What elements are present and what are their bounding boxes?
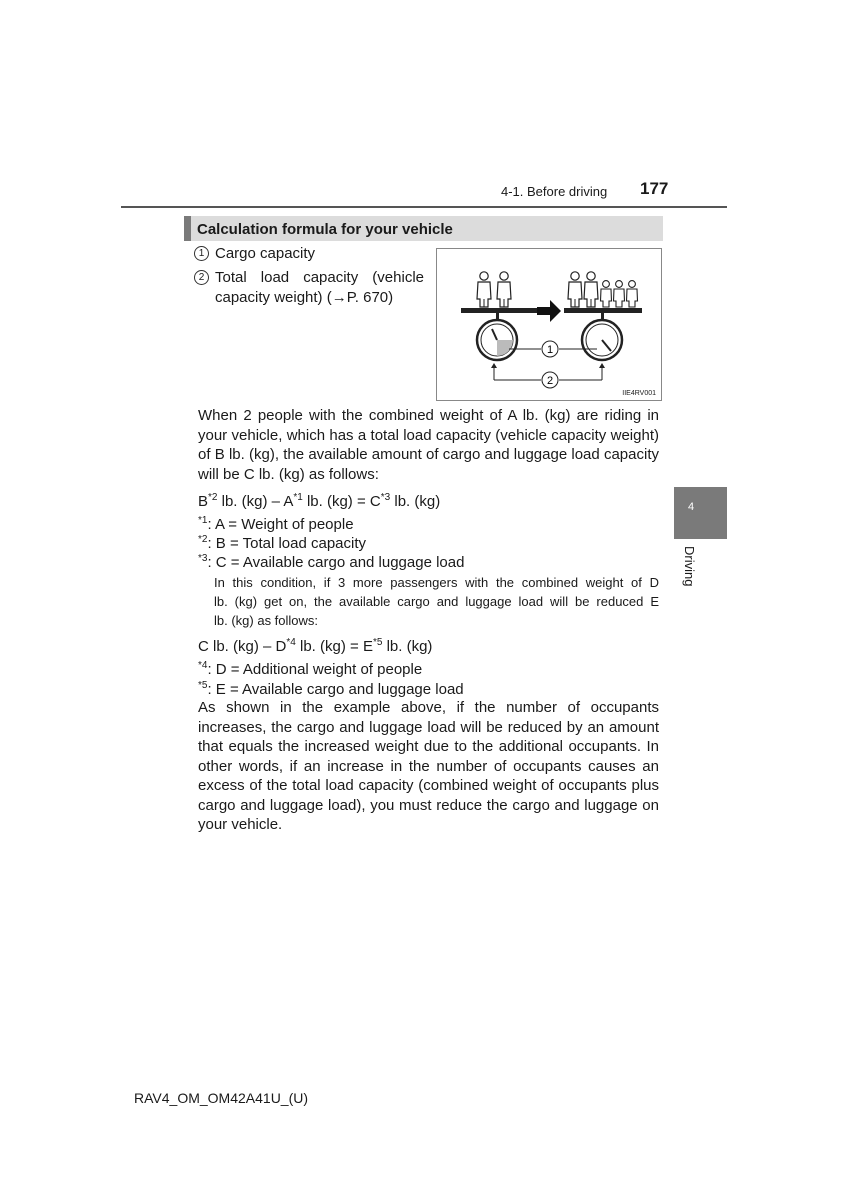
chapter-label: Driving <box>682 546 697 587</box>
paragraph-line: that equals the increased weight due to the additional occupants. In <box>198 738 659 755</box>
footnote-mark: *2 <box>198 534 208 545</box>
callout-label: 2 <box>546 375 554 387</box>
item-marker: 1 <box>194 246 209 261</box>
paragraph-line: other words, if an increase in the number of occupants causes an <box>198 758 659 775</box>
formula-1 <box>198 488 440 512</box>
scale-platform <box>564 308 642 313</box>
person-icon <box>601 281 612 307</box>
formula-term: D <box>275 638 287 655</box>
footnote-mark: *1 <box>198 515 208 526</box>
page-number: 177 <box>640 179 669 198</box>
formula-text: lb. (kg) – <box>217 493 284 510</box>
paragraph-line: increases, the cargo and luggage load will be reduced by an amount <box>198 719 659 736</box>
footnote-text: : D = Additional weight of people <box>207 661 423 678</box>
small-paragraph-line: lb. (kg) get on, the available cargo and luggage load will be reduced E <box>214 594 659 609</box>
person-icon <box>568 272 582 307</box>
paragraph-line: your vehicle, which has a total load capacity (vehicle capacity weight) <box>198 427 659 444</box>
section-title: Calculation formula for your vehicle <box>197 221 453 238</box>
footnote <box>198 676 464 700</box>
formula-footnote-mark: *3 <box>380 492 391 503</box>
formula-footnote-mark: *2 <box>208 492 218 503</box>
item-marker: 2 <box>194 270 209 285</box>
load-capacity-illustration <box>436 248 662 401</box>
formula-term: B <box>198 493 209 510</box>
section-header: 4-1. Before driving <box>501 184 608 199</box>
person-icon <box>584 272 598 307</box>
footnote-mark: *3 <box>198 553 208 564</box>
paragraph-line: of B lb. (kg), the available amount of cargo and luggage load capacity <box>198 446 659 463</box>
formula-footnote-mark: *5 <box>372 637 383 648</box>
chapter-tab[interactable] <box>674 487 727 539</box>
paragraph-line: excess of the total load capacity (combined weight of occupants plus <box>198 777 659 794</box>
paragraph-line: cargo and luggage load), you must reduce the cargo and luggage on <box>198 797 659 814</box>
formula-term: A <box>283 493 294 510</box>
scale-platform <box>461 308 539 313</box>
paragraph-line: your vehicle. <box>198 816 283 833</box>
small-paragraph-line: lb. (kg) as follows: <box>214 613 319 628</box>
formula-text: lb. (kg) = <box>302 493 370 510</box>
header-rule <box>121 206 727 208</box>
footnote-text: : E = Available cargo and luggage load <box>207 681 464 698</box>
person-icon <box>614 281 625 307</box>
list-item-cargo-capacity <box>194 244 424 264</box>
section-title-bar <box>184 216 663 241</box>
formula-footnote-mark: *1 <box>293 492 303 503</box>
list-item-total-load-capacity <box>194 268 424 308</box>
callout-label: 1 <box>546 344 554 356</box>
chapter-number: 4 <box>687 501 695 513</box>
small-paragraph-line: In this condition, if 3 more passengers with the combined weight of D <box>214 575 659 590</box>
formula-term: E <box>362 638 373 655</box>
formula-text: lb. (kg) <box>390 493 441 510</box>
footnote-text: : B = Total load capacity <box>207 535 367 552</box>
item-text-line2: capacity weight) (→P. 670) <box>215 289 394 306</box>
formula-term: C <box>369 493 381 510</box>
formula-text: lb. (kg) <box>382 638 433 655</box>
formula-footnote-mark: *4 <box>286 637 296 648</box>
footnote-mark: *5 <box>198 680 208 691</box>
paragraph-line: As shown in the example above, if the number of occupants <box>198 699 659 716</box>
formula-text: C lb. (kg) – <box>198 638 276 655</box>
person-icon <box>627 281 638 307</box>
item-text: Cargo capacity <box>215 245 316 262</box>
item-text-line1: Total load capacity (vehicle <box>215 269 424 286</box>
load-capacity-diagram <box>437 249 661 400</box>
footnote-mark: *4 <box>198 660 208 671</box>
footnote <box>198 549 464 573</box>
document-id: RAV4_OM_OM42A41U_(U) <box>134 1090 309 1106</box>
person-icon <box>497 272 511 307</box>
paragraph-line: When 2 people with the combined weight of A lb. (kg) are riding in <box>198 407 659 424</box>
person-icon <box>477 272 491 307</box>
formula-text: lb. (kg) = <box>295 638 363 655</box>
figure-code: IIE4RV001 <box>622 390 656 397</box>
paragraph-line: will be C lb. (kg) as follows: <box>198 466 379 483</box>
arrow-right-icon <box>537 300 561 322</box>
footnote-text: : A = Weight of people <box>207 516 354 533</box>
section-accent <box>184 216 191 241</box>
formula-2 <box>198 633 432 657</box>
footnote-text: : C = Available cargo and luggage load <box>207 554 465 571</box>
